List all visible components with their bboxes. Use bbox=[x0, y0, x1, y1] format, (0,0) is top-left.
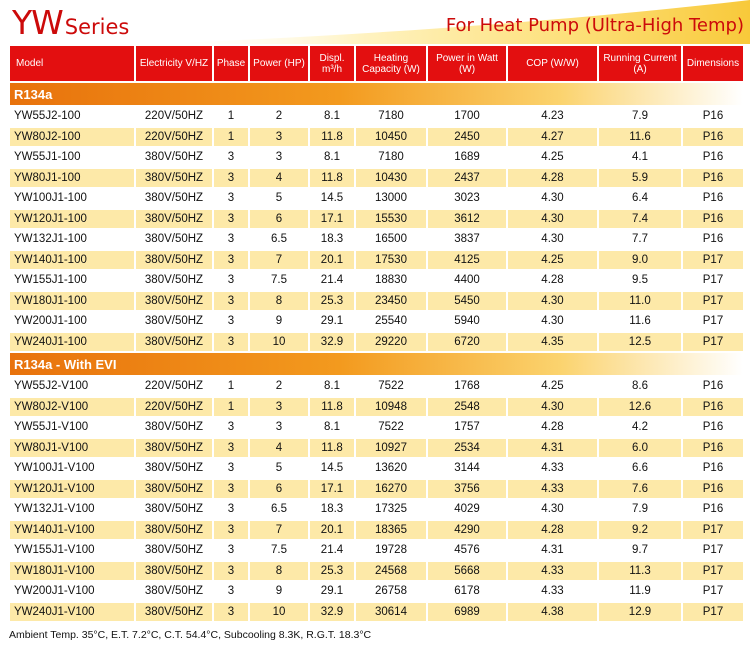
table-cell: 4.33 bbox=[508, 480, 597, 499]
table-cell: 1 bbox=[214, 398, 248, 417]
table-cell: 380V/50HZ bbox=[136, 271, 212, 290]
table-cell: 4.28 bbox=[508, 418, 597, 437]
table-cell: 4 bbox=[250, 169, 308, 188]
table-cell: P17 bbox=[683, 562, 743, 581]
table-cell: 9.2 bbox=[599, 521, 681, 540]
table-cell: P16 bbox=[683, 169, 743, 188]
table-cell: 380V/50HZ bbox=[136, 230, 212, 249]
table-cell: 2450 bbox=[428, 128, 506, 147]
table-cell: 17325 bbox=[356, 500, 426, 519]
table-cell: 4.38 bbox=[508, 603, 597, 622]
table-cell: P16 bbox=[683, 439, 743, 458]
table-cell: 6 bbox=[250, 210, 308, 229]
table-cell: 18.3 bbox=[310, 500, 354, 519]
table-cell: 7.5 bbox=[250, 271, 308, 290]
table-cell: 4.28 bbox=[508, 169, 597, 188]
table-cell: 18.3 bbox=[310, 230, 354, 249]
table-cell: P17 bbox=[683, 251, 743, 270]
table-cell: P16 bbox=[683, 230, 743, 249]
table-cell: 29.1 bbox=[310, 312, 354, 331]
spec-table bbox=[8, 44, 745, 623]
table-row bbox=[10, 377, 743, 396]
table-cell: 380V/50HZ bbox=[136, 148, 212, 167]
table-cell: 8.1 bbox=[310, 148, 354, 167]
table-cell: 8.1 bbox=[310, 107, 354, 126]
table-cell: 7 bbox=[250, 521, 308, 540]
table-cell: 380V/50HZ bbox=[136, 500, 212, 519]
table-cell: 3 bbox=[214, 148, 248, 167]
table-cell: 11.6 bbox=[599, 128, 681, 147]
table-body bbox=[10, 83, 743, 621]
column-header: Power in Watt (W) bbox=[428, 46, 506, 81]
table-cell: P16 bbox=[683, 377, 743, 396]
table-row bbox=[10, 418, 743, 437]
table-cell: 6 bbox=[250, 480, 308, 499]
table-cell: 380V/50HZ bbox=[136, 418, 212, 437]
model-cell: YW155J1-100 bbox=[10, 271, 134, 290]
table-cell: 32.9 bbox=[310, 333, 354, 352]
model-cell: YW55J1-100 bbox=[10, 148, 134, 167]
table-cell: 12.5 bbox=[599, 333, 681, 352]
table-cell: P17 bbox=[683, 521, 743, 540]
model-cell: YW132J1-V100 bbox=[10, 500, 134, 519]
table-cell: 4125 bbox=[428, 251, 506, 270]
table-cell: P16 bbox=[683, 459, 743, 478]
table-cell: 3837 bbox=[428, 230, 506, 249]
table-cell: 380V/50HZ bbox=[136, 480, 212, 499]
table-cell: 6.6 bbox=[599, 459, 681, 478]
table-cell: 4.33 bbox=[508, 459, 597, 478]
table-cell: 1 bbox=[214, 107, 248, 126]
table-cell: 17.1 bbox=[310, 210, 354, 229]
table-cell: 4.1 bbox=[599, 148, 681, 167]
model-cell: YW80J1-V100 bbox=[10, 439, 134, 458]
table-cell: 3 bbox=[214, 521, 248, 540]
table-cell: 6989 bbox=[428, 603, 506, 622]
table-cell: 380V/50HZ bbox=[136, 459, 212, 478]
table-cell: 3 bbox=[214, 480, 248, 499]
table-cell: P16 bbox=[683, 500, 743, 519]
table-cell: 4.23 bbox=[508, 107, 597, 126]
model-cell: YW55J2-V100 bbox=[10, 377, 134, 396]
table-cell: 4576 bbox=[428, 541, 506, 560]
table-cell: 18365 bbox=[356, 521, 426, 540]
table-cell: 30614 bbox=[356, 603, 426, 622]
series-title-main: YW bbox=[12, 3, 63, 42]
section-label: R134a bbox=[10, 83, 743, 105]
model-cell: YW100J1-100 bbox=[10, 189, 134, 208]
table-cell: 380V/50HZ bbox=[136, 169, 212, 188]
table-cell: 32.9 bbox=[310, 603, 354, 622]
table-cell: 2 bbox=[250, 107, 308, 126]
table-cell: P16 bbox=[683, 418, 743, 437]
table-cell: 7.4 bbox=[599, 210, 681, 229]
table-cell: 6178 bbox=[428, 582, 506, 601]
column-header: Phase bbox=[214, 46, 248, 81]
model-cell: YW240J1-V100 bbox=[10, 603, 134, 622]
table-cell: 4.2 bbox=[599, 418, 681, 437]
column-header: COP (W/W) bbox=[508, 46, 597, 81]
model-cell: YW120J1-100 bbox=[10, 210, 134, 229]
table-cell: 4.31 bbox=[508, 439, 597, 458]
table-cell: 1 bbox=[214, 128, 248, 147]
column-header: Model bbox=[10, 46, 134, 81]
table-row bbox=[10, 210, 743, 229]
test-conditions-note: Ambient Temp. 35°C, E.T. 7.2°C, C.T. 54.4°C, Subcooling 8.3K, R.G.T. 18.3°C bbox=[9, 629, 372, 641]
table-cell: 380V/50HZ bbox=[136, 251, 212, 270]
table-cell: 17.1 bbox=[310, 480, 354, 499]
table-cell: 11.8 bbox=[310, 169, 354, 188]
table-row bbox=[10, 398, 743, 417]
table-cell: 3 bbox=[214, 312, 248, 331]
table-row bbox=[10, 148, 743, 167]
table-cell: 11.8 bbox=[310, 398, 354, 417]
table-cell: 3 bbox=[214, 459, 248, 478]
table-cell: 4.35 bbox=[508, 333, 597, 352]
table-cell: 4.30 bbox=[508, 230, 597, 249]
table-cell: 4.30 bbox=[508, 189, 597, 208]
table-cell: P17 bbox=[683, 312, 743, 331]
table-cell: 10450 bbox=[356, 128, 426, 147]
page-header bbox=[0, 0, 750, 44]
table-cell: 4029 bbox=[428, 500, 506, 519]
table-cell: 7180 bbox=[356, 148, 426, 167]
table-cell: 3 bbox=[250, 128, 308, 147]
table-cell: 3 bbox=[214, 439, 248, 458]
table-cell: 9.0 bbox=[599, 251, 681, 270]
table-cell: 4400 bbox=[428, 271, 506, 290]
table-cell: 26758 bbox=[356, 582, 426, 601]
table-cell: 10927 bbox=[356, 439, 426, 458]
table-cell: 14.5 bbox=[310, 459, 354, 478]
table-cell: 29.1 bbox=[310, 582, 354, 601]
table-cell: 11.9 bbox=[599, 582, 681, 601]
table-cell: P16 bbox=[683, 128, 743, 147]
table-row bbox=[10, 169, 743, 188]
column-header: Dimensions bbox=[683, 46, 743, 81]
model-cell: YW180J1-100 bbox=[10, 292, 134, 311]
table-cell: 4.30 bbox=[508, 312, 597, 331]
table-row bbox=[10, 292, 743, 311]
table-cell: 20.1 bbox=[310, 251, 354, 270]
table-row bbox=[10, 251, 743, 270]
table-cell: P16 bbox=[683, 398, 743, 417]
table-cell: 25540 bbox=[356, 312, 426, 331]
table-cell: P16 bbox=[683, 189, 743, 208]
table-cell: 11.6 bbox=[599, 312, 681, 331]
table-cell: 21.4 bbox=[310, 271, 354, 290]
table-cell: P17 bbox=[683, 292, 743, 311]
model-cell: YW100J1-V100 bbox=[10, 459, 134, 478]
table-cell: 3023 bbox=[428, 189, 506, 208]
table-cell: 8.6 bbox=[599, 377, 681, 396]
table-cell: 4.25 bbox=[508, 148, 597, 167]
table-cell: 21.4 bbox=[310, 541, 354, 560]
table-cell: 18830 bbox=[356, 271, 426, 290]
section-header-row bbox=[10, 353, 743, 375]
table-cell: P17 bbox=[683, 603, 743, 622]
table-cell: 3 bbox=[214, 582, 248, 601]
table-cell: 6.0 bbox=[599, 439, 681, 458]
table-cell: 380V/50HZ bbox=[136, 333, 212, 352]
table-cell: 7 bbox=[250, 251, 308, 270]
table-cell: 4.30 bbox=[508, 500, 597, 519]
table-cell: 4.33 bbox=[508, 562, 597, 581]
model-cell: YW155J1-V100 bbox=[10, 541, 134, 560]
table-row bbox=[10, 603, 743, 622]
table-cell: 5450 bbox=[428, 292, 506, 311]
table-cell: 1700 bbox=[428, 107, 506, 126]
table-cell: 2548 bbox=[428, 398, 506, 417]
model-cell: YW80J1-100 bbox=[10, 169, 134, 188]
table-cell: 12.9 bbox=[599, 603, 681, 622]
table-cell: P17 bbox=[683, 541, 743, 560]
table-cell: 4.27 bbox=[508, 128, 597, 147]
table-cell: 10430 bbox=[356, 169, 426, 188]
table-cell: 380V/50HZ bbox=[136, 603, 212, 622]
table-cell: 7.5 bbox=[250, 541, 308, 560]
table-row bbox=[10, 189, 743, 208]
series-title bbox=[12, 3, 129, 42]
table-cell: 5668 bbox=[428, 562, 506, 581]
table-cell: 7.6 bbox=[599, 480, 681, 499]
model-cell: YW120J1-V100 bbox=[10, 480, 134, 499]
table-cell: 3 bbox=[214, 210, 248, 229]
table-cell: 4.28 bbox=[508, 521, 597, 540]
table-cell: 3 bbox=[250, 418, 308, 437]
table-row bbox=[10, 439, 743, 458]
table-cell: 3 bbox=[250, 398, 308, 417]
table-row bbox=[10, 271, 743, 290]
table-cell: 380V/50HZ bbox=[136, 210, 212, 229]
table-cell: 1689 bbox=[428, 148, 506, 167]
table-cell: 3 bbox=[214, 251, 248, 270]
column-header: Displ. m³/h bbox=[310, 46, 354, 81]
table-cell: 2437 bbox=[428, 169, 506, 188]
table-cell: 9 bbox=[250, 312, 308, 331]
model-cell: YW180J1-V100 bbox=[10, 562, 134, 581]
table-cell: 3 bbox=[214, 541, 248, 560]
table-cell: 380V/50HZ bbox=[136, 312, 212, 331]
table-cell: P17 bbox=[683, 271, 743, 290]
table-cell: 4.25 bbox=[508, 377, 597, 396]
table-cell: 11.0 bbox=[599, 292, 681, 311]
table-cell: 8 bbox=[250, 562, 308, 581]
table-cell: 7180 bbox=[356, 107, 426, 126]
table-cell: 16500 bbox=[356, 230, 426, 249]
table-cell: 7522 bbox=[356, 377, 426, 396]
table-cell: 1 bbox=[214, 377, 248, 396]
table-header-row bbox=[10, 46, 743, 81]
table-cell: P17 bbox=[683, 582, 743, 601]
table-cell: 7.9 bbox=[599, 107, 681, 126]
table-row bbox=[10, 230, 743, 249]
table-cell: 11.3 bbox=[599, 562, 681, 581]
table-cell: 3 bbox=[214, 292, 248, 311]
table-cell: 380V/50HZ bbox=[136, 541, 212, 560]
table-row bbox=[10, 480, 743, 499]
table-cell: 220V/50HZ bbox=[136, 107, 212, 126]
table-cell: 3 bbox=[214, 333, 248, 352]
table-cell: 25.3 bbox=[310, 562, 354, 581]
table-cell: 6.4 bbox=[599, 189, 681, 208]
model-cell: YW80J2-V100 bbox=[10, 398, 134, 417]
table-cell: 10948 bbox=[356, 398, 426, 417]
table-cell: 13000 bbox=[356, 189, 426, 208]
table-row bbox=[10, 459, 743, 478]
column-header: Running Current (A) bbox=[599, 46, 681, 81]
model-cell: YW140J1-V100 bbox=[10, 521, 134, 540]
table-cell: 380V/50HZ bbox=[136, 292, 212, 311]
table-cell: 10 bbox=[250, 603, 308, 622]
table-cell: 4 bbox=[250, 439, 308, 458]
table-row bbox=[10, 541, 743, 560]
table-cell: 4.30 bbox=[508, 210, 597, 229]
table-cell: P17 bbox=[683, 333, 743, 352]
table-cell: 8.1 bbox=[310, 418, 354, 437]
series-title-suffix: Series bbox=[64, 15, 130, 39]
table-cell: 3 bbox=[214, 169, 248, 188]
table-cell: 17530 bbox=[356, 251, 426, 270]
table-cell: 220V/50HZ bbox=[136, 377, 212, 396]
model-cell: YW200J1-100 bbox=[10, 312, 134, 331]
table-row bbox=[10, 107, 743, 126]
table-cell: 11.8 bbox=[310, 128, 354, 147]
table-cell: 11.8 bbox=[310, 439, 354, 458]
model-cell: YW80J2-100 bbox=[10, 128, 134, 147]
table-cell: 380V/50HZ bbox=[136, 562, 212, 581]
table-cell: P16 bbox=[683, 107, 743, 126]
model-cell: YW132J1-100 bbox=[10, 230, 134, 249]
table-row bbox=[10, 582, 743, 601]
section-header-row bbox=[10, 83, 743, 105]
table-cell: 5.9 bbox=[599, 169, 681, 188]
table-cell: 19728 bbox=[356, 541, 426, 560]
table-cell: 3612 bbox=[428, 210, 506, 229]
model-cell: YW55J1-V100 bbox=[10, 418, 134, 437]
table-row bbox=[10, 562, 743, 581]
table-cell: 3 bbox=[214, 603, 248, 622]
table-cell: 1757 bbox=[428, 418, 506, 437]
table-cell: 14.5 bbox=[310, 189, 354, 208]
table-cell: 13620 bbox=[356, 459, 426, 478]
table-cell: 3 bbox=[214, 230, 248, 249]
table-row bbox=[10, 500, 743, 519]
table-cell: 4.30 bbox=[508, 292, 597, 311]
table-cell: 220V/50HZ bbox=[136, 128, 212, 147]
table-cell: 6.5 bbox=[250, 230, 308, 249]
model-cell: YW140J1-100 bbox=[10, 251, 134, 270]
table-cell: 3 bbox=[214, 271, 248, 290]
column-header: Power (HP) bbox=[250, 46, 308, 81]
table-row bbox=[10, 128, 743, 147]
table-cell: 380V/50HZ bbox=[136, 582, 212, 601]
model-cell: YW200J1-V100 bbox=[10, 582, 134, 601]
table-cell: 380V/50HZ bbox=[136, 439, 212, 458]
table-cell: 4.25 bbox=[508, 251, 597, 270]
table-cell: 8 bbox=[250, 292, 308, 311]
table-cell: 4.33 bbox=[508, 582, 597, 601]
table-row bbox=[10, 312, 743, 331]
table-cell: 3 bbox=[214, 189, 248, 208]
table-cell: 220V/50HZ bbox=[136, 398, 212, 417]
table-cell: 9.5 bbox=[599, 271, 681, 290]
table-cell: 3756 bbox=[428, 480, 506, 499]
table-cell: 5 bbox=[250, 459, 308, 478]
table-cell: 10 bbox=[250, 333, 308, 352]
table-cell: P16 bbox=[683, 480, 743, 499]
table-cell: 1768 bbox=[428, 377, 506, 396]
table-cell: 23450 bbox=[356, 292, 426, 311]
table-cell: 2 bbox=[250, 377, 308, 396]
table-cell: 6.5 bbox=[250, 500, 308, 519]
table-cell: 4.30 bbox=[508, 398, 597, 417]
table-cell: 3144 bbox=[428, 459, 506, 478]
table-cell: 9 bbox=[250, 582, 308, 601]
table-cell: P16 bbox=[683, 210, 743, 229]
table-cell: 3 bbox=[214, 562, 248, 581]
table-cell: 24568 bbox=[356, 562, 426, 581]
table-row bbox=[10, 333, 743, 352]
table-cell: 25.3 bbox=[310, 292, 354, 311]
table-cell: 4290 bbox=[428, 521, 506, 540]
table-cell: 8.1 bbox=[310, 377, 354, 396]
table-cell: 4.28 bbox=[508, 271, 597, 290]
table-cell: 7522 bbox=[356, 418, 426, 437]
table-cell: 4.31 bbox=[508, 541, 597, 560]
model-cell: YW55J2-100 bbox=[10, 107, 134, 126]
table-cell: 15530 bbox=[356, 210, 426, 229]
series-subtitle: For Heat Pump (Ultra-High Temp) bbox=[445, 15, 744, 36]
table-cell: P16 bbox=[683, 148, 743, 167]
table-cell: 5 bbox=[250, 189, 308, 208]
table-cell: 3 bbox=[250, 148, 308, 167]
table-cell: 7.9 bbox=[599, 500, 681, 519]
table-cell: 3 bbox=[214, 500, 248, 519]
table-cell: 380V/50HZ bbox=[136, 521, 212, 540]
column-header: Electricity V/HZ bbox=[136, 46, 212, 81]
table-cell: 9.7 bbox=[599, 541, 681, 560]
section-label: R134a - With EVI bbox=[10, 353, 743, 375]
table-cell: 2534 bbox=[428, 439, 506, 458]
table-cell: 20.1 bbox=[310, 521, 354, 540]
table-cell: 29220 bbox=[356, 333, 426, 352]
table-cell: 6720 bbox=[428, 333, 506, 352]
column-header: Heating Capacity (W) bbox=[356, 46, 426, 81]
table-cell: 7.7 bbox=[599, 230, 681, 249]
model-cell: YW240J1-100 bbox=[10, 333, 134, 352]
table-cell: 380V/50HZ bbox=[136, 189, 212, 208]
table-row bbox=[10, 521, 743, 540]
table-cell: 3 bbox=[214, 418, 248, 437]
table-cell: 12.6 bbox=[599, 398, 681, 417]
table-cell: 16270 bbox=[356, 480, 426, 499]
table-cell: 5940 bbox=[428, 312, 506, 331]
